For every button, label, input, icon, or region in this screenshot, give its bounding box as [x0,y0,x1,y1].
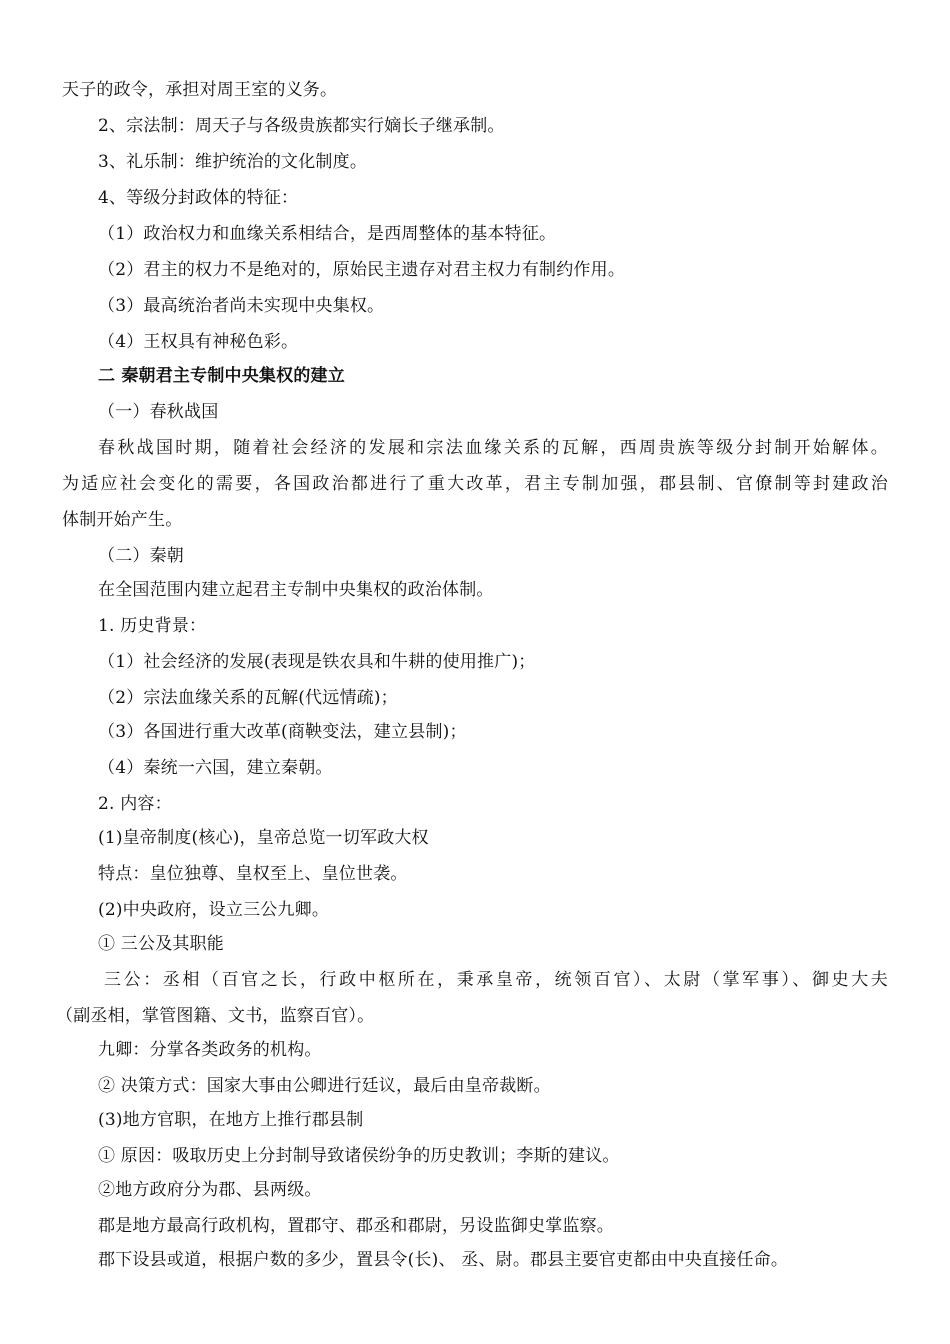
content-item-emperor: (1)皇帝制度(核心)，皇帝总览一切军政大权 [98,828,429,848]
feature-item-3: （3）最高统治者尚未实现中央集权。 [98,296,385,316]
subsection-heading-chunqiu: （一）春秋战国 [98,402,219,422]
content-item-local: (3)地方官职，在地方上推行郡县制 [98,1110,364,1130]
list-item-features: 4、等级分封政体的特征： [98,188,299,208]
text-line: ① 三公及其职能 [98,934,225,954]
text-line: 在全国范围内建立起君主专制中央集权的政治体制。 [98,580,494,600]
paragraph-line: 为适应社会变化的需要，各国政治都进行了重大改革，君主专制加强，郡县制、官僚制等封建政治 [62,474,888,494]
text-line: ① 原因：吸取历史上分封制导致诸侯纷争的历史教训；李斯的建议。 [98,1146,620,1166]
background-item-1: （1）社会经济的发展(表现是铁农具和牛耕的使用推广)； [98,652,536,672]
feature-item-2: （2）君主的权力不是绝对的，原始民主遗存对君主权力有制约作用。 [98,260,626,280]
paragraph-line: 春秋战国时期，随着社会经济的发展和宗法血缘关系的瓦解，西周贵族等级分封制开始解体。 [98,438,888,458]
text-line: 郡下设县或道，根据户数的多少，置县令(长)、 丞、尉。郡县主要官吏都由中央直接任命。 [98,1250,789,1270]
text-line: 九卿：分掌各类政务的机构。 [98,1040,322,1060]
background-item-3: （3）各国进行重大改革(商鞅变法，建立县制)； [98,722,467,742]
feature-item-4: （4）王权具有神秘色彩。 [98,332,299,352]
list-item-zongfa: 2、宗法制：周天子与各级贵族都实行嫡长子继承制。 [98,116,505,136]
list-item-liyue: 3、礼乐制：维护统治的文化制度。 [98,152,368,172]
text-line: ② 决策方式：国家大事由公卿进行廷议，最后由皇帝裁断。 [98,1076,551,1096]
content-item-central: (2)中央政府，设立三公九卿。 [98,900,330,920]
text-line: 天子的政令，承担对周王室的义务。 [62,80,338,100]
feature-item-1: （1）政治权力和血缘关系相结合，是西周整体的基本特征。 [98,224,557,244]
text-line: 郡是地方最高行政机构，置郡守、郡丞和郡尉，另设监御史掌监察。 [98,1216,614,1236]
background-item-2: （2）宗法血缘关系的瓦解(代远情疏)； [98,688,398,708]
section-heading: 二 秦朝君主专制中央集权的建立 [98,366,345,386]
subsection-heading-qin: （二）秦朝 [98,546,184,566]
paragraph-line: 三公：丞相（百官之长，行政中枢所在，秉承皇帝，统领百官）、太尉（掌军事）、御史大夫 [104,970,888,990]
paragraph-line: （副丞相，掌管图籍、文书，监察百官）。 [56,1006,375,1026]
paragraph-line: 体制开始产生。 [62,510,183,530]
list-heading-content: 2. 内容： [98,794,172,814]
text-line: 特点：皇位独尊、皇权至上、皇位世袭。 [98,864,408,884]
text-line: ②地方政府分为郡、县两级。 [98,1180,322,1200]
background-item-4: （4）秦统一六国，建立秦朝。 [98,758,333,778]
list-heading-background: 1. 历史背景： [98,616,207,636]
